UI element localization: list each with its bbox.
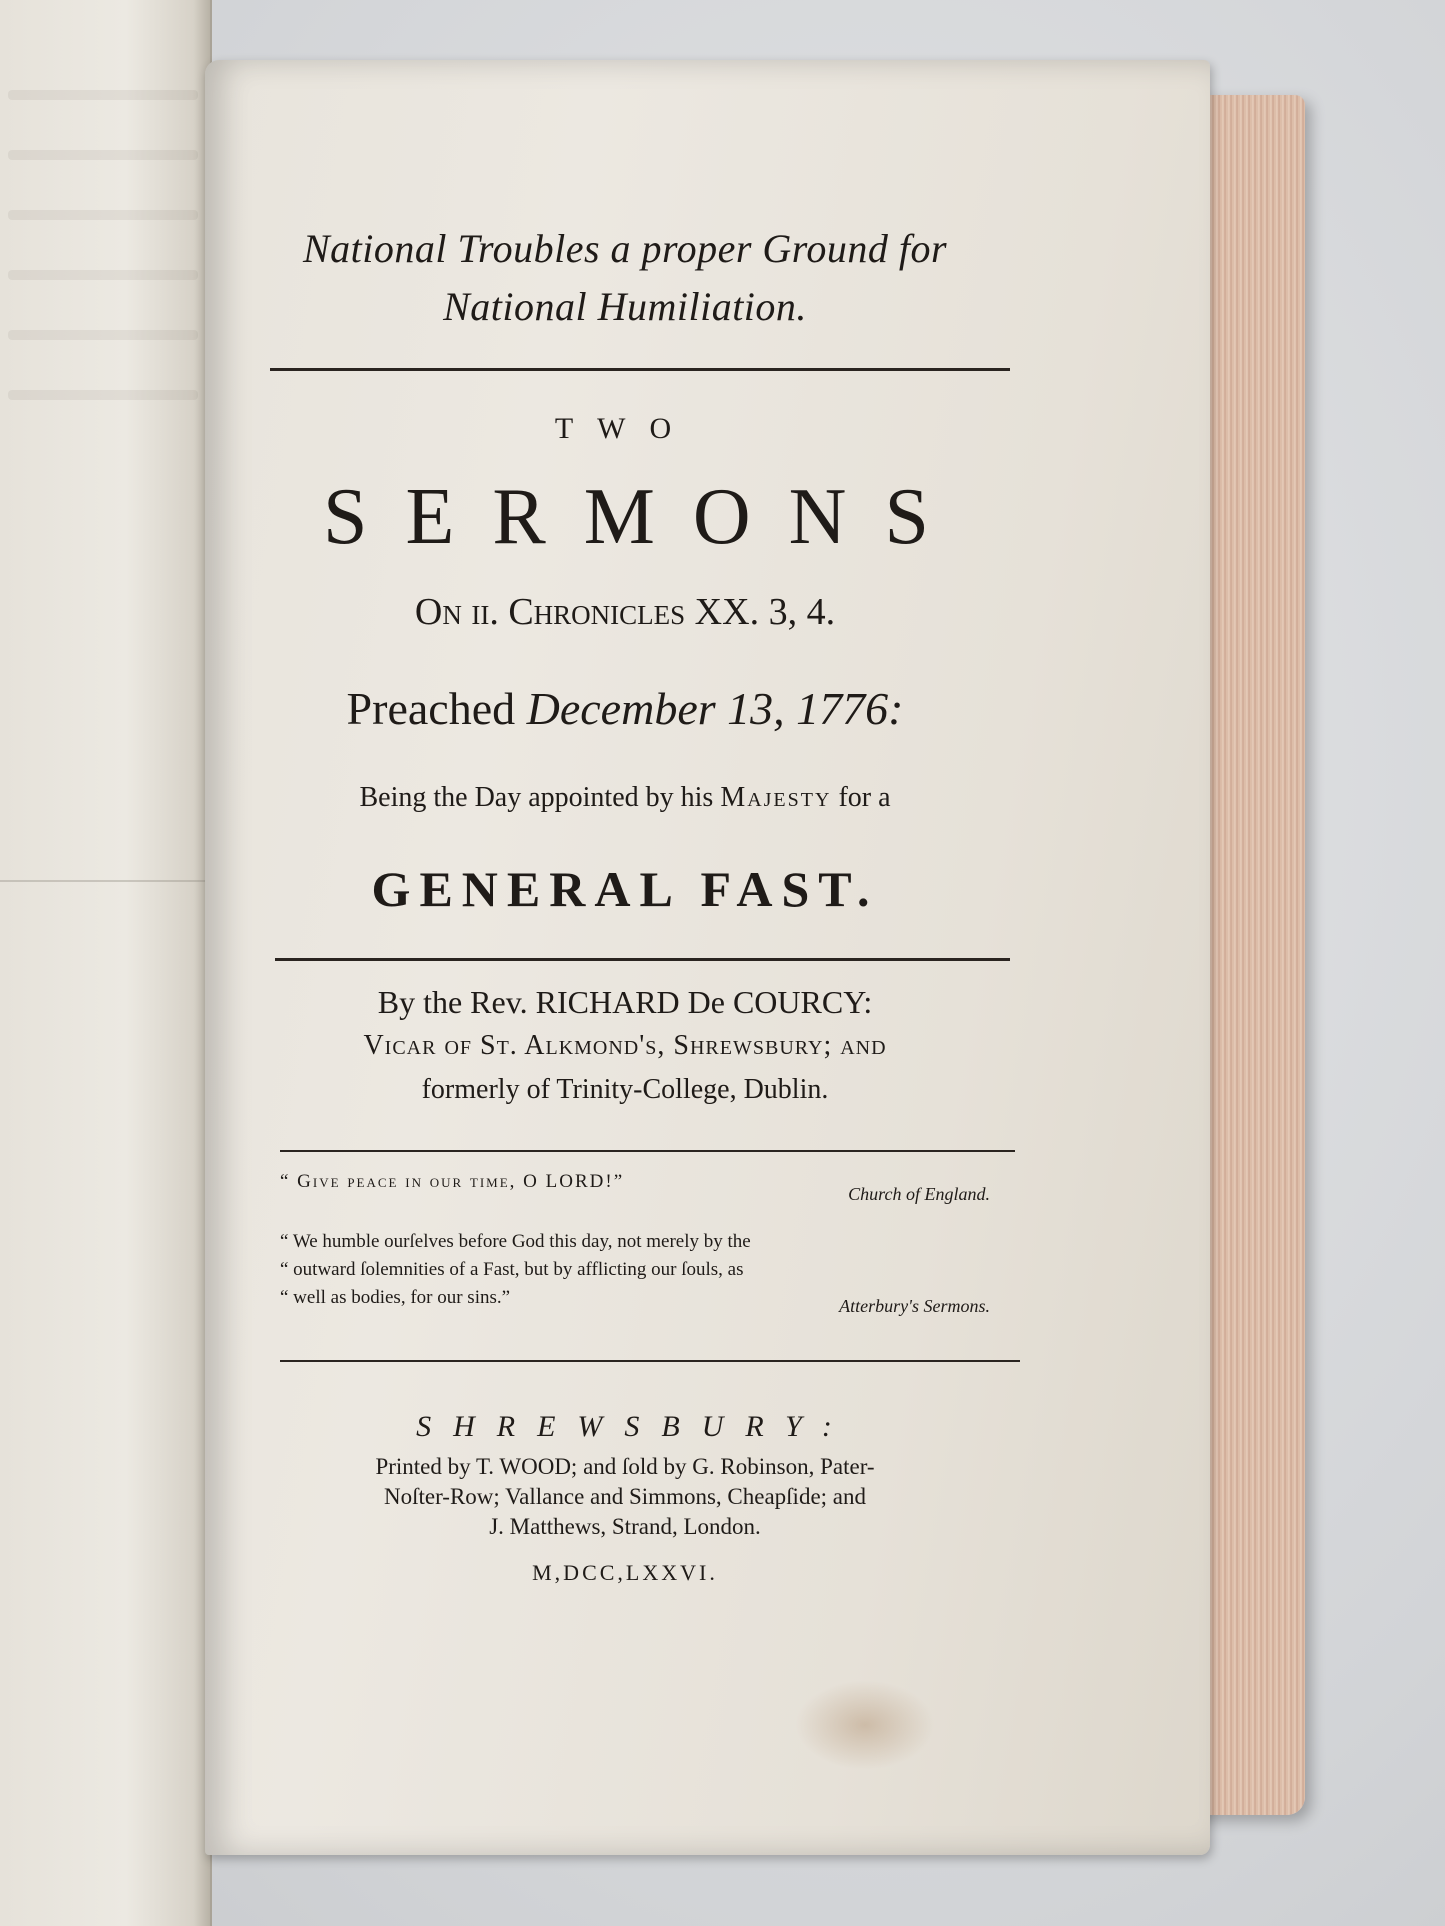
formerly-line: formerly of Trinity-College, Dublin. — [421, 1074, 829, 1105]
half-title-line-1: National Troubles a proper Ground for — [302, 226, 948, 271]
imprint-line-2: Noſter-Row; Vallance and Simmons, Cheapſide; and — [383, 1484, 867, 1509]
epigraph-1-attribution: Church of England. — [848, 1184, 990, 1204]
occasion-text-b: for a — [838, 782, 891, 813]
scripture-reference: On ii. Chronicles XX. 3, 4. — [414, 591, 836, 633]
imprint-block — [225, 1452, 1025, 1542]
title-page — [205, 60, 1210, 1855]
rule-4 — [280, 1360, 1020, 1362]
imprint-line-1: Printed by T. WOOD; and ſold by G. Robinson, Pater- — [375, 1454, 875, 1479]
preached-label: Preached — [346, 683, 516, 734]
heading-sermons: SERMONS — [323, 473, 967, 561]
epigraph-2-attribution: Atterbury's Sermons. — [839, 1296, 990, 1316]
rule-2 — [275, 958, 1010, 961]
epigraph-2-line-3: “ well as bodies, for our sins.” — [280, 1287, 511, 1308]
epigraph-2-line-2: “ outward ſolemnities of a Fast, but by afflicting our ſouls, as — [280, 1259, 744, 1280]
epigraph-1 — [280, 1168, 1020, 1202]
imprint-line-3: J. Matthews, Strand, London. — [489, 1514, 761, 1539]
epigraph-2-line-1: “ We humble ourſelves before God this day, not merely by the — [280, 1231, 751, 1252]
imprint-year: M,DCC,LXXVI. — [532, 1560, 718, 1585]
epigraph-2 — [280, 1228, 1020, 1316]
occasion-text-a: Being the Day appointed by his — [359, 782, 714, 813]
heading-general-fast: GENERAL FAST. — [371, 861, 879, 917]
foxing-stain — [795, 1680, 935, 1770]
occasion-line — [225, 782, 1025, 814]
preached-date: December 13, 1776: — [526, 683, 904, 734]
imprint-place: SHREWSBURY: — [416, 1410, 854, 1443]
preached-date-line — [225, 682, 1025, 735]
author-block — [225, 980, 1025, 1112]
author-line: By the Rev. RICHARD De COURCY: — [377, 984, 873, 1020]
vicar-line: Vicar of St. Alkmond's, Shrewsbury; and — [363, 1030, 887, 1061]
occasion-majesty: Majesty — [720, 782, 832, 813]
half-title-line-2: National Humiliation. — [443, 284, 807, 329]
rule-1 — [270, 368, 1010, 371]
heading-two: TWO — [554, 412, 696, 445]
left-facing-page — [0, 0, 212, 1926]
epigraph-1-text: “ Give peace in our time, O LORD!” — [280, 1171, 625, 1192]
rule-3 — [280, 1150, 1015, 1152]
